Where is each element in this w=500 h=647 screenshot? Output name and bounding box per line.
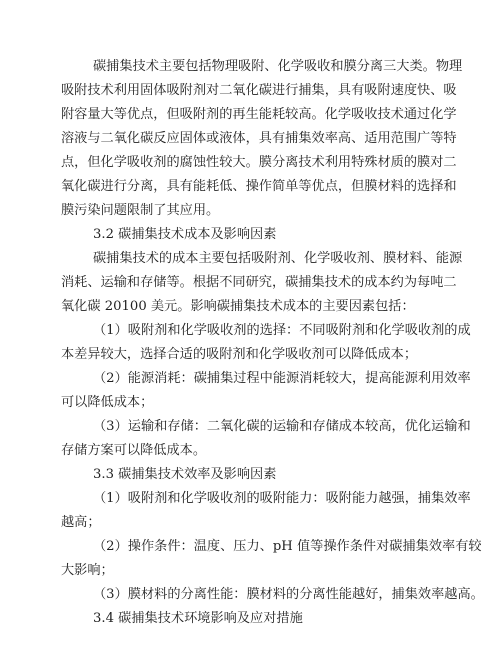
section-heading: 3.2 碳捕集技术成本及影响因素: [93, 227, 277, 242]
body-text-line: 氧化碳进行分离，具有能耗低、操作简单等优点，但膜材料的选择和: [61, 179, 457, 194]
body-text-line: 碳捕集技术的成本主要包括吸附剂、化学吸收剂、膜材料、能源: [93, 251, 463, 266]
body-text-line: 附容量大等优点，但吸附剂的再生能耗较高。化学吸收技术通过化学: [61, 107, 457, 122]
list-item-line: 大影响；: [61, 563, 114, 578]
list-item-line: （1）吸附剂和化学吸收剂的选择：不同吸附剂和化学吸收剂的成: [93, 323, 471, 338]
list-item-line: （2）操作条件：温度、压力、pH 值等操作条件对碳捕集效率有较: [93, 539, 482, 554]
body-text-line: 消耗、运输和存储等。根据不同研究，碳捕集技术的成本约为每吨二: [61, 275, 457, 290]
list-item-line: （3）膜材料的分离性能：膜材料的分离性能越好，捕集效率越高。: [93, 587, 484, 602]
body-text-line: 溶液与二氧化碳反应固体或液体，具有捕集效率高、适用范围广等特: [61, 131, 457, 146]
list-item-line: 本差异较大，选择合适的吸附剂和化学吸收剂可以降低成本；: [61, 347, 418, 362]
body-text-line: 碳捕集技术主要包括物理吸附、化学吸收和膜分离三大类。物理: [93, 59, 463, 74]
list-item-line: （3）运输和存储：二氧化碳的运输和存储成本较高，优化运输和: [93, 419, 471, 434]
body-text-line: 膜污染问题限制了其应用。: [61, 203, 220, 218]
body-text-line: 吸附技术利用固体吸附剂对二氧化碳进行捕集，具有吸附速度快、吸: [61, 83, 457, 98]
list-item-line: 存储方案可以降低成本。: [61, 443, 207, 458]
section-heading: 3.4 碳捕集技术环境影响及应对措施: [93, 611, 303, 626]
section-heading: 3.3 碳捕集技术效率及影响因素: [93, 467, 277, 482]
list-item-line: （1）吸附剂和化学吸收剂的吸附能力：吸附能力越强，捕集效率: [93, 491, 471, 506]
list-item-line: 越高；: [61, 515, 101, 530]
list-item-line: 可以降低成本；: [61, 395, 154, 410]
list-item-line: （2）能源消耗：碳捕集过程中能源消耗较大，提高能源利用效率: [93, 371, 471, 386]
body-text-line: 点，但化学吸收剂的腐蚀性较大。膜分离技术利用特殊材质的膜对二: [61, 155, 457, 170]
body-text-line: 氧化碳 20100 美元。影响碳捕集技术成本的主要因素包括：: [61, 299, 415, 314]
